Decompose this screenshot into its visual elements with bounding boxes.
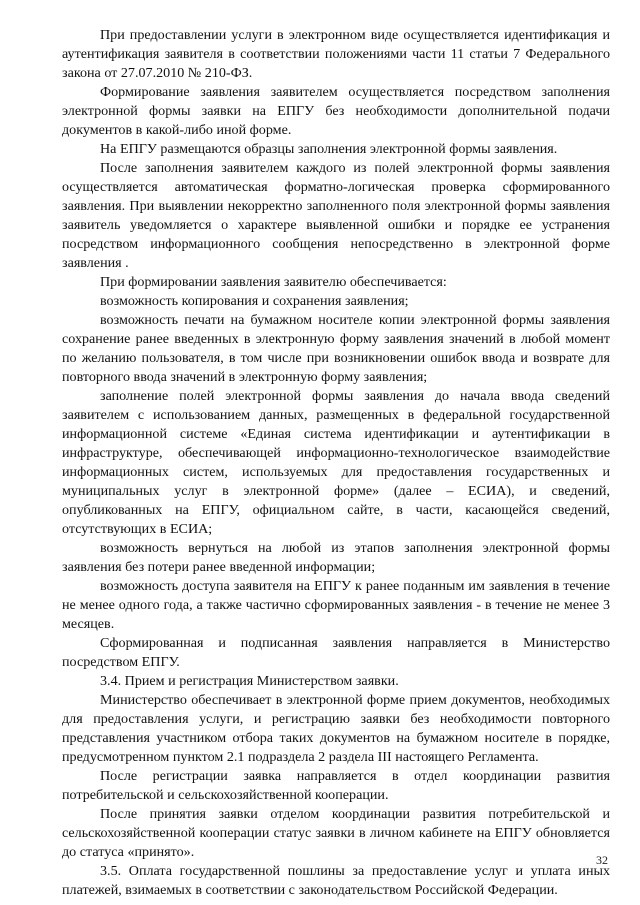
paragraph: Министерство обеспечивает в электронной форме прием документов, необходимых для предоставления услуги, и регистрацию заявки без необходимости повторного представления участником отбора таких документов на бумажном носителе в порядке, предусмотренном пунктом 2.1 подраздела 2 раздела III настоящего Регламента. [62,692,610,765]
page-number: 32 [596,853,608,867]
paragraph: возможность вернуться на любой из этапов заполнения электронной формы заявления без потери ранее введенной информации; [62,540,610,575]
section-heading: 3.4. Прием и регистрация Министерством заявки. [100,673,399,689]
document-page [62,26,610,900]
paragraph: заполнение полей электронной формы заявления до начала ввода сведений заявителем с использованием данных, размещенных в федеральной государственной информационной системе «Единая система идентификации и аутентификации в инфраструктуре, обеспечивающей информационно-технологическое взаимодействие информационных систем, используемых для предоставления государственных и муниципальных услуг в электронной форме» (далее – ЕСИА), и сведений, опубликованных на ЕПГУ, официальном сайте, в части, касающейся сведений, отсутствующих в ЕСИА; [62,388,610,537]
paragraph: После принятия заявки отделом координации развития потребительской и сельскохозяйственной кооперации статус заявки в личном кабинете на ЕПГУ обновляется до статуса «принято». [62,806,610,860]
paragraph: При предоставлении услуги в электронном виде осуществляется идентификация и аутентификация заявителя в соответствии положениями части 11 статьи 7 Федерального закона от 27.07.2010 № 210-ФЗ. [62,27,610,81]
paragraph: возможность доступа заявителя на ЕПГУ к ранее поданным им заявления в течение не менее одного года, а также частично сформированных заявления - в течение не менее 3 месяцев. [62,578,610,632]
paragraph: После регистрации заявка направляется в отдел координации развития потребительской и сельскохозяйственной кооперации. [62,768,610,803]
paragraph: Сформированная и подписанная заявления направляется в Министерство посредством ЕПГУ. [62,635,610,670]
paragraph: После заполнения заявителем каждого из полей электронной формы заявления осуществляется автоматическая форматно-логическая проверка сформированного заявления. При выявлении некорректно заполненного поля электронной формы заявления заявитель уведомляется о характере выявленной ошибки и порядке ее устранения посредством информационного сообщения непосредственно в электронной форме заявления . [62,160,610,271]
paragraph: На ЕПГУ размещаются образцы заполнения электронной формы заявления. [100,141,558,157]
paragraph: возможность печати на бумажном носителе копии электронной формы заявления сохранение ранее введенных в электронную форму заявления значений в любой момент по желанию пользователя, в том числе при возникновении ошибок ввода и возврате для повторного ввода значений в электронную форму заявления; [62,312,610,385]
section-heading: 3.5. Оплата государственной пошлины за предоставление услуг и уплата иных платежей, взимаемых в соответствии с законодательством Российской Федерации. [62,863,610,898]
paragraph: возможность копирования и сохранения заявления; [100,293,409,309]
paragraph: Формирование заявления заявителем осуществляется посредством заполнения электронной формы заявки на ЕПГУ без необходимости дополнительной подачи документов в какой-либо иной форме. [62,84,610,138]
paragraph: При формировании заявления заявителю обеспечивается: [100,274,447,290]
